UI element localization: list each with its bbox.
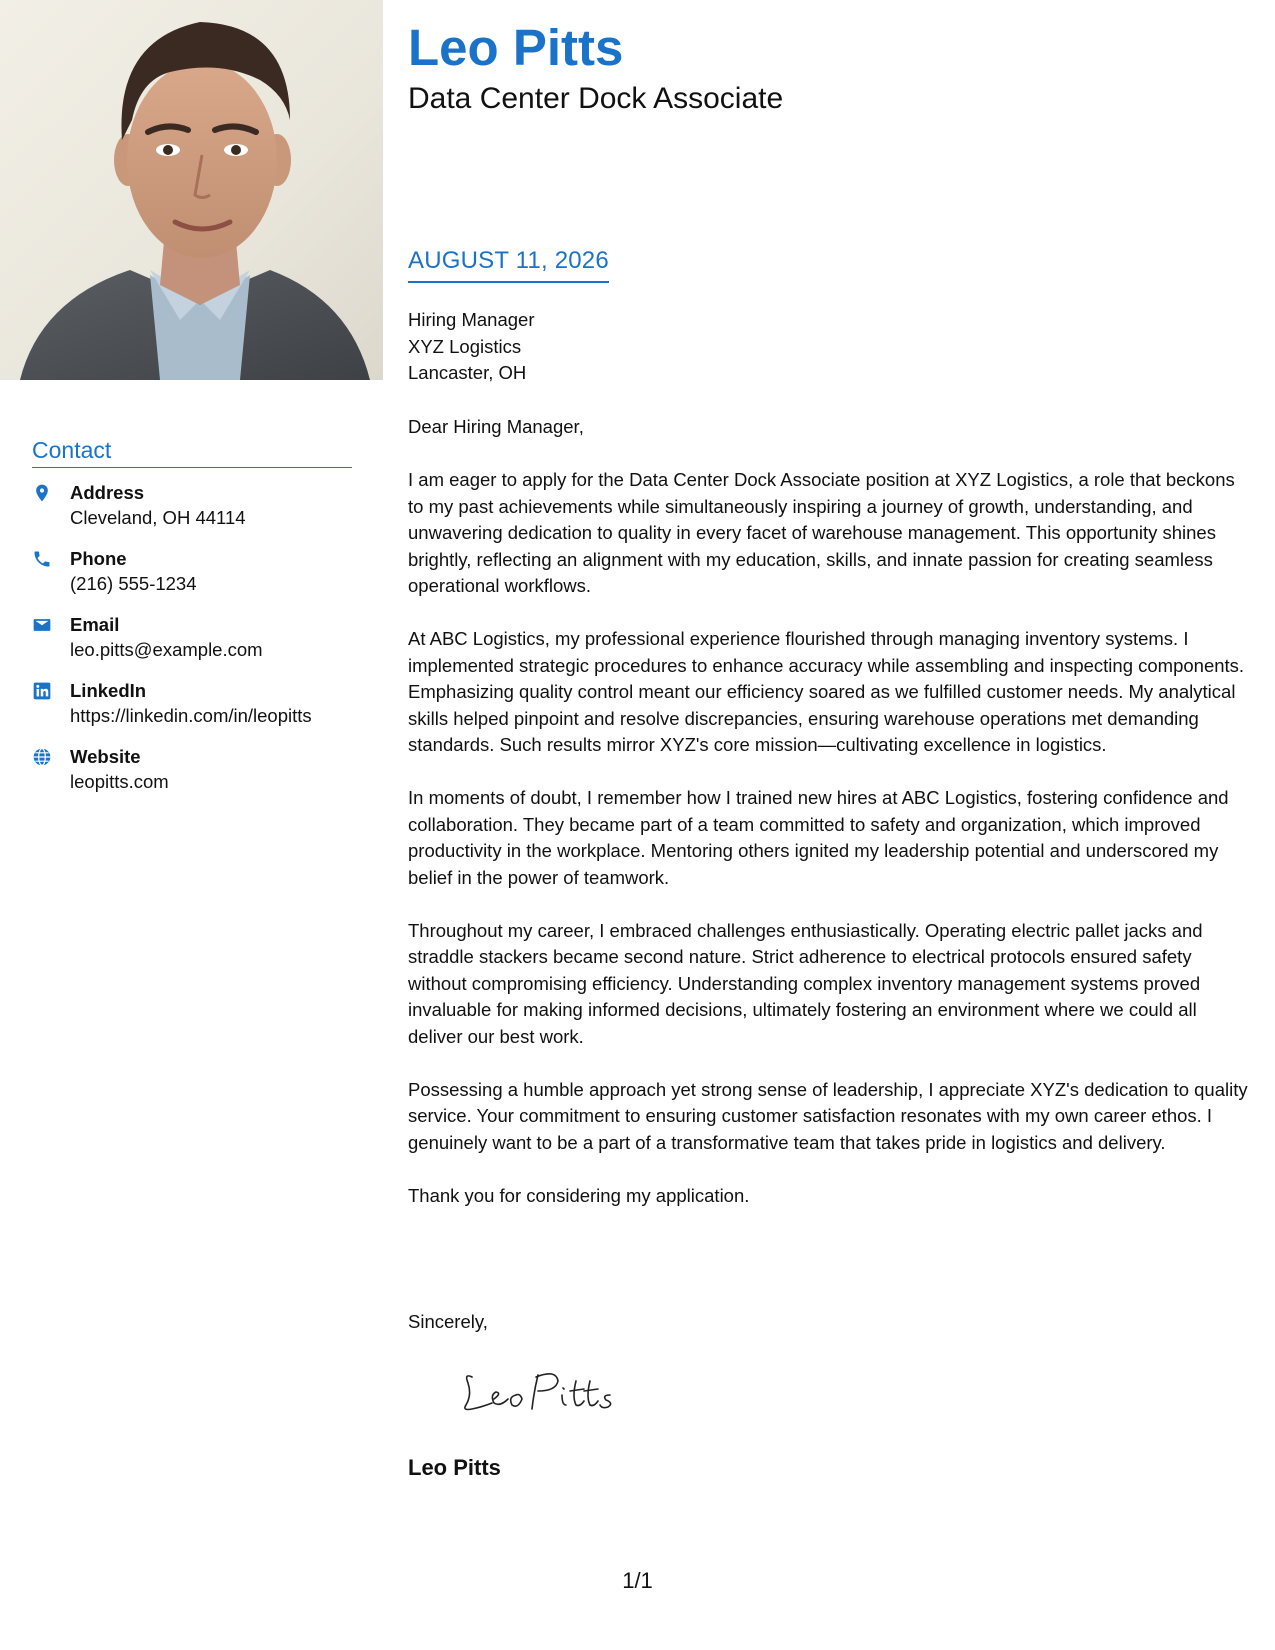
paragraph: I am eager to apply for the Data Center Dock Associate position at XYZ Logistics, a role that beckons to my past achievements while simultaneously inspiring a journey of growth, understanding, and unwavering dedication to quality in every facet of warehouse management. This opportunity shines brightly, reflecting an alignment with my education, skills, and innate passion for creating seamless operational workflows. bbox=[408, 469, 1235, 596]
email-value: leo.pitts@example.com bbox=[70, 639, 263, 660]
profile-photo bbox=[0, 0, 383, 380]
paragraph: Throughout my career, I embraced challenges enthusiastically. Operating electric pallet jacks and straddle stackers became second nature. Strict adherence to electrical protocols ensured safety without compromising efficiency. Understanding complex inventory management systems proved invaluable for making informed decisions, ultimately fostering an environment where we could all deliver our best work. bbox=[408, 919, 1203, 1047]
recipient-block bbox=[408, 307, 534, 387]
contact-item-email bbox=[32, 612, 352, 662]
phone-icon bbox=[32, 546, 70, 569]
email-icon bbox=[32, 612, 70, 635]
contact-list bbox=[32, 480, 352, 794]
paragraph: In moments of doubt, I remember how I trained new hires at ABC Logistics, fostering confidence and collaboration. They became part of a team committed to safety and organization, which improved productivity in the workplace. Mentoring others ignited my leadership potential and underscored my belief in the power of teamwork. bbox=[408, 787, 1229, 888]
phone-value: (216) 555-1234 bbox=[70, 573, 197, 594]
contact-item-address bbox=[32, 480, 352, 530]
applicant-name: Leo Pitts bbox=[408, 19, 624, 76]
job-title: Data Center Dock Associate bbox=[408, 82, 784, 115]
contact-label: Email bbox=[70, 614, 120, 635]
recipient-line: Hiring Manager bbox=[408, 309, 535, 330]
page-number: 1/1 bbox=[622, 1568, 653, 1593]
address-value: Cleveland, OH 44114 bbox=[70, 507, 246, 528]
letter-body bbox=[408, 414, 1250, 1236]
recipient-line: XYZ Logistics bbox=[408, 335, 522, 357]
greeting: Dear Hiring Manager, bbox=[408, 416, 584, 437]
website-value: leopitts.com bbox=[70, 771, 169, 792]
contact-label: LinkedIn bbox=[70, 680, 147, 701]
handwritten-signature bbox=[458, 1365, 628, 1420]
contact-heading: Contact bbox=[32, 437, 352, 468]
contact-sidebar bbox=[32, 437, 352, 810]
contact-label: Website bbox=[70, 746, 141, 767]
letter-date: AUGUST 11, 2026 bbox=[408, 247, 609, 283]
globe-icon bbox=[32, 744, 70, 767]
paragraph: At ABC Logistics, my professional experience flourished through managing inventory systems. I implemented strategic procedures to enhance accuracy while assembling and inspecting components. Emphasizing quality control meant our efficiency soared as we fulfilled customer needs. My analytical skills helped pinpoint and resolve discrepancies, ensuring warehouse operations met demanding standards. Such results mirror XYZ's core mission—cultivating excellence in logistics. bbox=[408, 628, 1245, 755]
linkedin-value: https://linkedin.com/in/leopitts bbox=[70, 705, 312, 726]
closing: Sincerely, bbox=[408, 1311, 488, 1332]
paragraph: Possessing a humble approach yet strong sense of leadership, I appreciate XYZ's dedication to quality service. Your commitment to ensuring customer satisfaction resonates with my own career ethos. I genuinely want to be a part of a transformative team that takes pride in logistics and delivery. bbox=[408, 1078, 1248, 1153]
recipient-line: Lancaster, OH bbox=[408, 362, 527, 383]
contact-label: Address bbox=[70, 482, 145, 503]
contact-item-linkedin bbox=[32, 678, 352, 728]
contact-item-phone bbox=[32, 546, 352, 596]
paragraph: Thank you for considering my application. bbox=[408, 1184, 750, 1206]
linkedin-icon bbox=[32, 678, 70, 701]
location-pin-icon bbox=[32, 480, 70, 503]
contact-label: Phone bbox=[70, 548, 127, 569]
signer-name: Leo Pitts bbox=[408, 1455, 501, 1480]
contact-item-website bbox=[32, 744, 352, 794]
